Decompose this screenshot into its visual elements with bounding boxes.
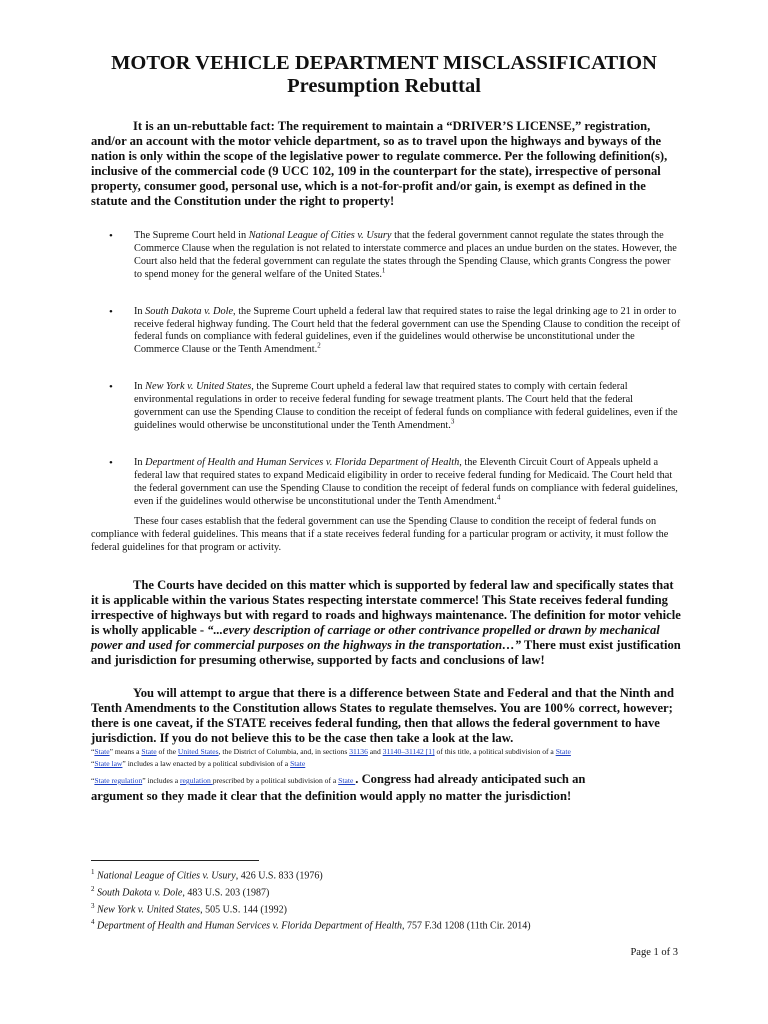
state-link[interactable]: State: [290, 759, 306, 768]
section-31136-link[interactable]: 31136: [349, 747, 368, 756]
footnote-ref[interactable]: 2: [317, 341, 321, 350]
footnote-citation: , 483 U.S. 203 (1987): [182, 887, 270, 899]
page-number: Page 1 of 3: [630, 947, 678, 958]
state-link[interactable]: State: [141, 747, 157, 756]
footnote-case-name: National League of Cities v. Usury: [97, 870, 236, 882]
courts-paragraph: [91, 578, 683, 669]
footnote: [91, 916, 691, 933]
case-item: [91, 230, 681, 282]
footnote-ref[interactable]: 4: [496, 493, 501, 502]
case-item: [91, 306, 681, 358]
case-item: [91, 381, 681, 433]
document-subtitle: Presumption Rebuttal: [287, 75, 481, 97]
definition-text: of this title, a political subdivision of a: [434, 747, 556, 756]
quote-mark: “: [91, 747, 95, 756]
footnote-citation: , 505 U.S. 144 (1992): [200, 903, 288, 915]
state-law-term-link[interactable]: State law: [94, 759, 123, 768]
intro-paragraph: It is an un-rebuttable fact: The requirement to maintain a “DRIVER’S LICENSE,” registration, and/or an account with the motor vehicle department, so as to travel upon the highways and byways of the nation is only within the scope of the legislative power to regulate commerce. Per the following definition(s), inclusive of the commercial code (9 UCC 102, 109 in the counterpart for the state), irrespective of personal property, consumer good, personal use, which is a not-for-profit and/or gain, is exempt as defined in the statute and the Constitution under the right to property!: [91, 119, 668, 209]
state-regulation-term-link[interactable]: State regulation: [94, 776, 143, 785]
motor-vehicle-definition-quote: “...every description of carriage or other contrivance propelled or drawn by mechanical power and used for commercial purposes on the highways in the transportation…”: [91, 623, 660, 653]
case-list: [91, 230, 681, 533]
case-text: , the Supreme Court upheld a federal law that required states to comply with certain federal environmental regulations in order to receive federal funding for sewage treatment plants. The Court held that the federal government can use the Spending Clause to condition the receipt of federal funds on compliance with federal guidelines, even if the guidelines would otherwise be unconstitutional under the Tenth Amendment.: [134, 381, 678, 431]
case-text: , the Eleventh Circuit Court of Appeals upheld a federal law that required states to expand Medicaid eligibility in order to receive federal funding for Medicaid. The Court held that the federal government can use the Spending Clause to condition the receipt of federal funds on compliance with federal guidelines, even if the guidelines would otherwise be unconstitutional under the Tenth Amendment.: [134, 456, 678, 507]
footnotes: [91, 866, 691, 933]
definition-text: and: [367, 747, 383, 756]
case-text: that the federal government cannot regulate the states through the Commerce Clause when the regulation is not related to interstate commerce and places an undue burden on the states. However, the Court also held that the federal government can regulate the states through the Spending Clause, which grants Congress the power to spend money for the general welfare of the United States.: [134, 230, 677, 280]
footnote-number: 4: [91, 918, 95, 927]
state-law-definition: [91, 758, 681, 769]
state-link[interactable]: State: [338, 776, 356, 785]
case-name: South Dakota v. Dole: [145, 305, 234, 317]
footnote-case-name: New York v. United States: [97, 903, 201, 915]
case-text: In: [134, 381, 146, 393]
state-definition: [91, 746, 681, 757]
state-term-link[interactable]: State: [94, 747, 110, 756]
footnote-ref[interactable]: 1: [381, 266, 386, 275]
case-text: , the Supreme Court upheld a federal law that required states to raise the legal drinking age to 21 in order to receive federal highway funding. The Court held that the federal government can use the Spending Clause to condition the receipt of federal funds on compliance with federal guidelines, even if the guidelines would otherwise be unconstitutional under the Commerce Clause or the Tenth Amendment.: [134, 305, 681, 356]
footnote-divider: [91, 860, 259, 861]
footnote-number: 1: [91, 868, 95, 876]
footnote-ref[interactable]: 3: [450, 417, 455, 426]
footnote-number: 2: [91, 884, 95, 893]
summary-paragraph: These four cases establish that the federal government can use the Spending Clause to condition the receipt of federal funds on compliance with federal guidelines. This means that if a state receives federal funding for a particular program or activity, it must follow the federal guidelines for that program or activity.: [91, 516, 669, 553]
case-name: New York v. United States: [145, 381, 252, 393]
regulation-link[interactable]: regulation: [180, 776, 213, 785]
quote-mark: “: [91, 776, 95, 785]
courts-text: There must exist justification and jurisdiction for presuming otherwise, supported by facts and conclusions of law!: [91, 638, 681, 668]
footnote: [91, 883, 691, 900]
case-name: National League of Cities v. Usury: [248, 230, 392, 241]
footnote-citation: , 757 F.3d 1208 (11th Cir. 2014): [402, 920, 531, 932]
definition-text: ” includes a: [142, 776, 180, 785]
united-states-link[interactable]: United States: [177, 747, 219, 756]
state-regulation-definition: [91, 774, 681, 786]
definition-text: prescribed by a political subdivision of a: [212, 776, 339, 785]
section-31140-link[interactable]: 31140–31142 [1]: [382, 747, 435, 756]
footnote-citation: , 426 U.S. 833 (1976): [235, 870, 323, 882]
definition-text: of the: [156, 747, 178, 756]
document-title: MOTOR VEHICLE DEPARTMENT MISCLASSIFICATION: [111, 52, 657, 74]
case-item: [91, 457, 681, 509]
definition-text: ” includes a law enacted by a political subdivision of a: [122, 759, 291, 768]
footnote: [91, 866, 691, 883]
congress-text: . Congress had already anticipated such an: [355, 772, 586, 786]
quote-mark: “: [91, 759, 95, 768]
footnote-case-name: Department of Health and Human Services v. Florida Department of Health: [97, 920, 403, 932]
definition-text: , the District of Columbia, and, in sections: [218, 747, 350, 756]
footnote-case-name: South Dakota v. Dole: [97, 887, 183, 899]
argue-paragraph: You will attempt to argue that there is a difference between State and Federal and that the Ninth and Tenth Amendments to the Constitution allows States to regulate themselves. You are 100% correct, however; there is one caveat, if the STATE receives federal funding, then that allows the federal government to have jurisdiction. If you do not believe this to be the case then take a look at the law.: [91, 686, 675, 746]
state-link[interactable]: State: [555, 747, 571, 756]
case-text: The Supreme Court held in: [134, 230, 249, 241]
case-name: Department of Health and Human Services v. Florida Department of Health: [145, 456, 460, 468]
case-text: In: [134, 305, 146, 317]
congress-paragraph: argument so they made it clear that the definition would apply no matter the jurisdiction!: [91, 789, 572, 803]
footnote-number: 3: [91, 901, 95, 910]
definition-text: ” means a: [109, 747, 142, 756]
case-text: In: [134, 456, 146, 468]
courts-text: The Courts have decided on this matter which is supported by federal law and specifically states that it is applicable within the various States respecting interstate commerce! This State receives federal funding irrespective of highways but with regard to roads and highways maintenance. The definition for motor vehicle is wholly applicable -: [91, 578, 681, 638]
footnote: [91, 900, 691, 917]
